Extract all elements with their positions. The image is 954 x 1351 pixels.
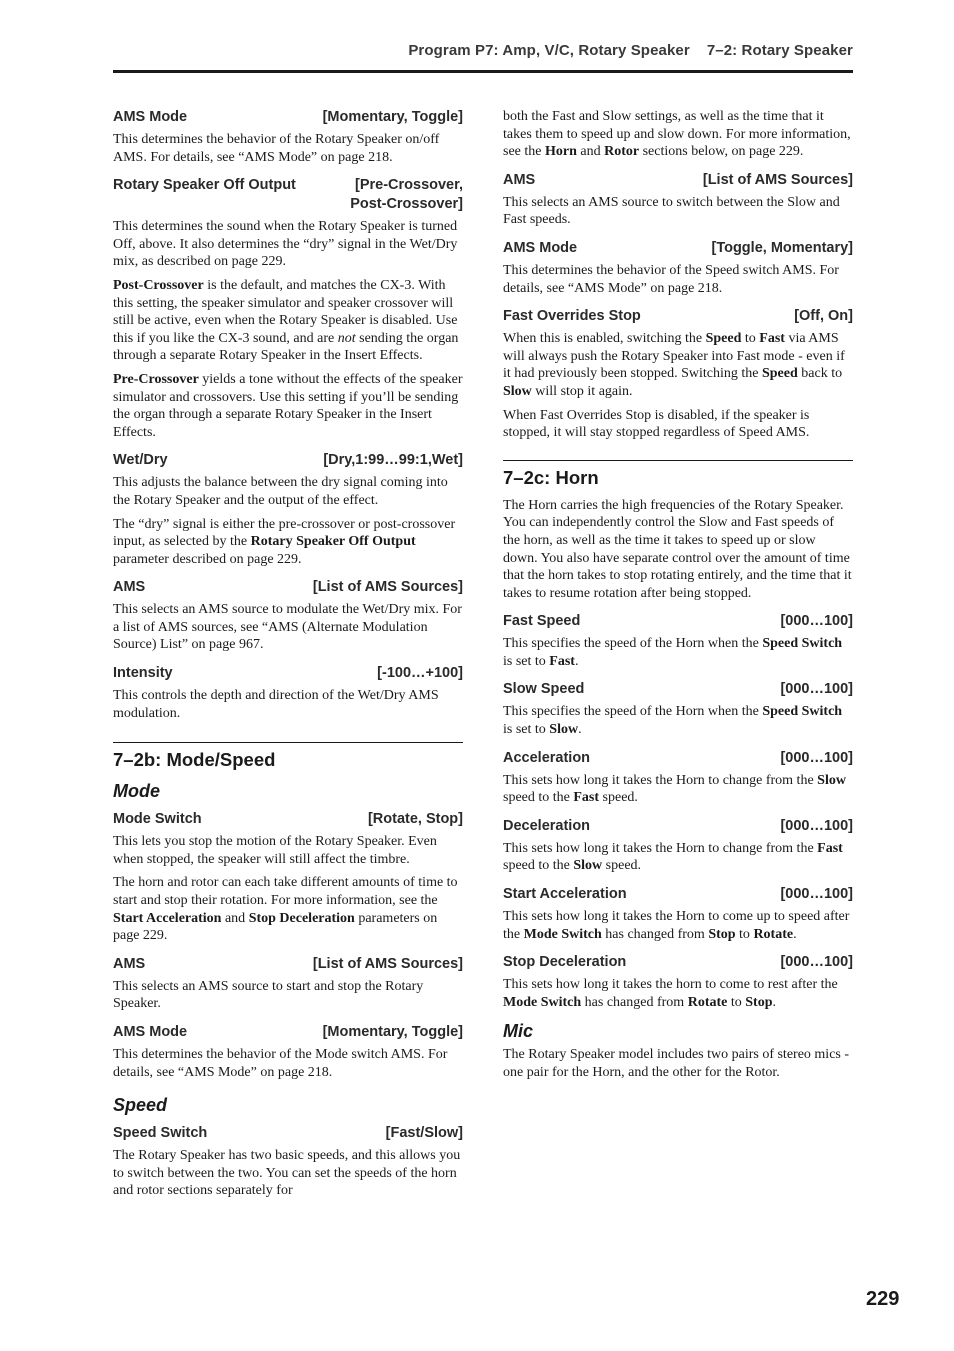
param-ams	[113, 955, 463, 974]
pre-crossover-description: Pre-Crossover yields a tone without the effects of the speaker simulator and crossovers. Use this setting if you’ll be sending the organ through a separate Rotary Speaker in the Insert Effects.	[113, 371, 463, 440]
param-ams	[113, 578, 463, 597]
param-range: [-100…+100]	[377, 665, 463, 682]
param-range: [List of AMS Sources]	[312, 955, 463, 972]
page-header	[113, 42, 853, 73]
param-description: This determines the sound when the Rotary Speaker is turned Off, above. It also determines the “dry” signal in the Wet/Dry mix, as described on page 229.	[113, 219, 458, 270]
section-heading-mode-speed: 7–2b: Mode/Speed	[113, 742, 463, 771]
param-range: [000…100]	[780, 681, 853, 698]
param-range: [000…100]	[780, 817, 853, 834]
param-description: This specifies the speed of the Horn when the Speed Switch is set to Fast.	[503, 636, 843, 669]
param-description: This controls the depth and direction of the Wet/Dry AMS modulation.	[113, 688, 439, 721]
param-range: [Pre-Crossover, Post-Crossover]	[350, 177, 463, 213]
param-description: This determines the behavior of the Speed switch AMS. For details, see “AMS Mode” on page 218.	[503, 262, 839, 296]
post-crossover-description: Post-Crossover is the default, and matches the CX-3. With this setting, the speaker simulator and speaker crossover will still be active, even when the Rotary Speaker is disabled. Use this if you like the CX-3 sound, and are not sending the organ through a separate Rotary Speaker in the Insert Effects.	[113, 277, 459, 364]
mic-description: The Rotary Speaker model includes two pairs of stereo mics - one pair for the Horn, and the other for the Rotor.	[503, 1047, 850, 1080]
param-speed-switch	[113, 1124, 463, 1143]
param-ams-mode	[503, 239, 853, 258]
section-heading-horn: 7–2c: Horn	[503, 460, 853, 489]
page-number: 229	[866, 1288, 900, 1310]
param-description: The Rotary Speaker has two basic speeds, and this allows you to switch between the two. You can set the speeds of the horn and rotor sections separately for	[113, 1148, 461, 1199]
right-column	[503, 108, 853, 1082]
param-description: This sets how long it takes the Horn to change from the Fast speed to the Slow speed.	[503, 840, 843, 874]
param-name: Intensity	[113, 665, 173, 682]
subheading-speed: Speed	[113, 1095, 168, 1116]
param-description: This selects an AMS source to modulate the Wet/Dry mix. For a list of AMS sources, see “AMS (Alternate Modulation Source) List” on page 967.	[113, 602, 462, 653]
param-description: When this is enabled, switching the Speed to Fast via AMS will always push the Rotary Speaker into Fast mode - even if it had previously been stopped. Switching the Speed back to Slow will stop it again.	[503, 331, 845, 399]
param-mode-switch	[113, 810, 463, 829]
param-range: [000…100]	[780, 613, 853, 630]
param-ams-mode	[113, 108, 463, 127]
param-range: [List of AMS Sources]	[312, 579, 463, 596]
param-name: Wet/Dry	[113, 452, 168, 469]
param-name: Speed Switch	[113, 1125, 208, 1142]
param-name: Mode Switch	[113, 811, 202, 828]
param-range: [Rotate, Stop]	[367, 811, 463, 828]
param-start-acceleration	[503, 885, 853, 904]
running-head: Program P7: Amp, V/C, Rotary Speaker 7–2: Rotary Speaker	[408, 42, 853, 59]
param-description: This sets how long it takes the Horn to change from the Slow speed to the Fast speed.	[503, 772, 846, 806]
param-range: [Momentary, Toggle]	[322, 1024, 463, 1040]
param-name: AMS	[503, 171, 536, 188]
param-ams	[503, 171, 853, 190]
param-description: This selects an AMS source to start and stop the Rotary Speaker.	[113, 978, 424, 1012]
subheading-mic: Mic	[503, 1021, 534, 1042]
param-name: AMS Mode	[113, 109, 188, 125]
param-intensity	[113, 664, 463, 683]
param-range: [Fast/Slow]	[385, 1125, 463, 1142]
param-description: This sets how long it takes the horn to come to rest after the Mode Switch has changed from Rotate to Stop.	[503, 977, 838, 1010]
param-range: [000…100]	[780, 886, 853, 903]
param-range: [Off, On]	[794, 308, 853, 325]
param-wet-dry	[113, 451, 463, 470]
param-range: [Momentary, Toggle]	[322, 109, 463, 125]
param-description: This sets how long it takes the Horn to come up to speed after the Mode Switch has changed from Stop to Rotate.	[503, 909, 850, 942]
param-name: AMS	[113, 955, 146, 972]
param-range: [List of AMS Sources]	[702, 171, 853, 188]
param-deceleration	[503, 817, 853, 836]
param-name: Fast Overrides Stop	[503, 308, 641, 325]
param-name: Fast Speed	[503, 613, 581, 630]
param-description: When Fast Overrides Stop is disabled, if the speaker is stopped, it will stay stopped regardless of Speed AMS.	[503, 407, 810, 441]
param-rotary-speaker-off-output	[113, 176, 463, 214]
continued-description: both the Fast and Slow settings, as well as the time that it takes them to speed up and slow down. For more information, see the Horn and Rotor sections below, on page 229.	[503, 109, 851, 160]
param-slow-speed	[503, 680, 853, 699]
horn-intro: The Horn carries the high frequencies of the Rotary Speaker. You can independently control the Slow and Fast speeds of the horn, as well as the time it takes to speed up or slow down. You also have separate control over the amount of time that the horn takes to stop rotating entirely, and the time that it takes to resume rotation after being stopped.	[503, 497, 852, 601]
param-fast-speed	[503, 612, 853, 631]
param-description: This determines the behavior of the Mode switch AMS. For details, see “AMS Mode” on page 218.	[113, 1047, 448, 1080]
param-name: Rotary Speaker Off Output	[113, 177, 296, 194]
param-description: The “dry” signal is either the pre-crossover or post-crossover input, as selected by the Rotary Speaker Off Output parameter described on page 229.	[113, 516, 456, 567]
param-description: The horn and rotor can each take different amounts of time to start and stop their rotation. For more information, see the Start Acceleration and Stop Deceleration parameters on page 229.	[113, 875, 458, 944]
param-range: [000…100]	[780, 954, 853, 971]
param-name: AMS Mode	[503, 239, 578, 256]
left-column	[113, 108, 463, 1200]
param-range: [000…100]	[780, 749, 853, 766]
param-description: This specifies the speed of the Horn when the Speed Switch is set to Slow.	[503, 704, 843, 738]
param-acceleration	[503, 749, 853, 768]
param-description: This determines the behavior of the Rotary Speaker on/off AMS. For details, see “AMS Mode” on page 218.	[113, 132, 440, 165]
subheading-mode: Mode	[113, 781, 160, 802]
param-name: AMS	[113, 579, 146, 596]
param-name: Start Acceleration	[503, 886, 627, 903]
param-range: [Dry,1:99…99:1,Wet]	[323, 452, 463, 469]
param-description: This adjusts the balance between the dry signal coming into the Rotary Speaker and the output of the effect.	[113, 475, 448, 508]
param-description: This lets you stop the motion of the Rotary Speaker. Even when stopped, the speaker will still affect the timbre.	[113, 834, 437, 867]
param-range: [Toggle, Momentary]	[711, 239, 853, 256]
param-stop-deceleration	[503, 953, 853, 972]
param-description: This selects an AMS source to switch between the Slow and Fast speeds.	[503, 194, 840, 228]
param-name: Slow Speed	[503, 681, 585, 698]
param-fast-overrides-stop	[503, 307, 853, 326]
param-name: AMS Mode	[113, 1024, 188, 1040]
param-name: Stop Deceleration	[503, 954, 627, 971]
param-name: Deceleration	[503, 817, 591, 834]
param-name: Acceleration	[503, 749, 591, 766]
param-ams-mode	[113, 1023, 463, 1042]
